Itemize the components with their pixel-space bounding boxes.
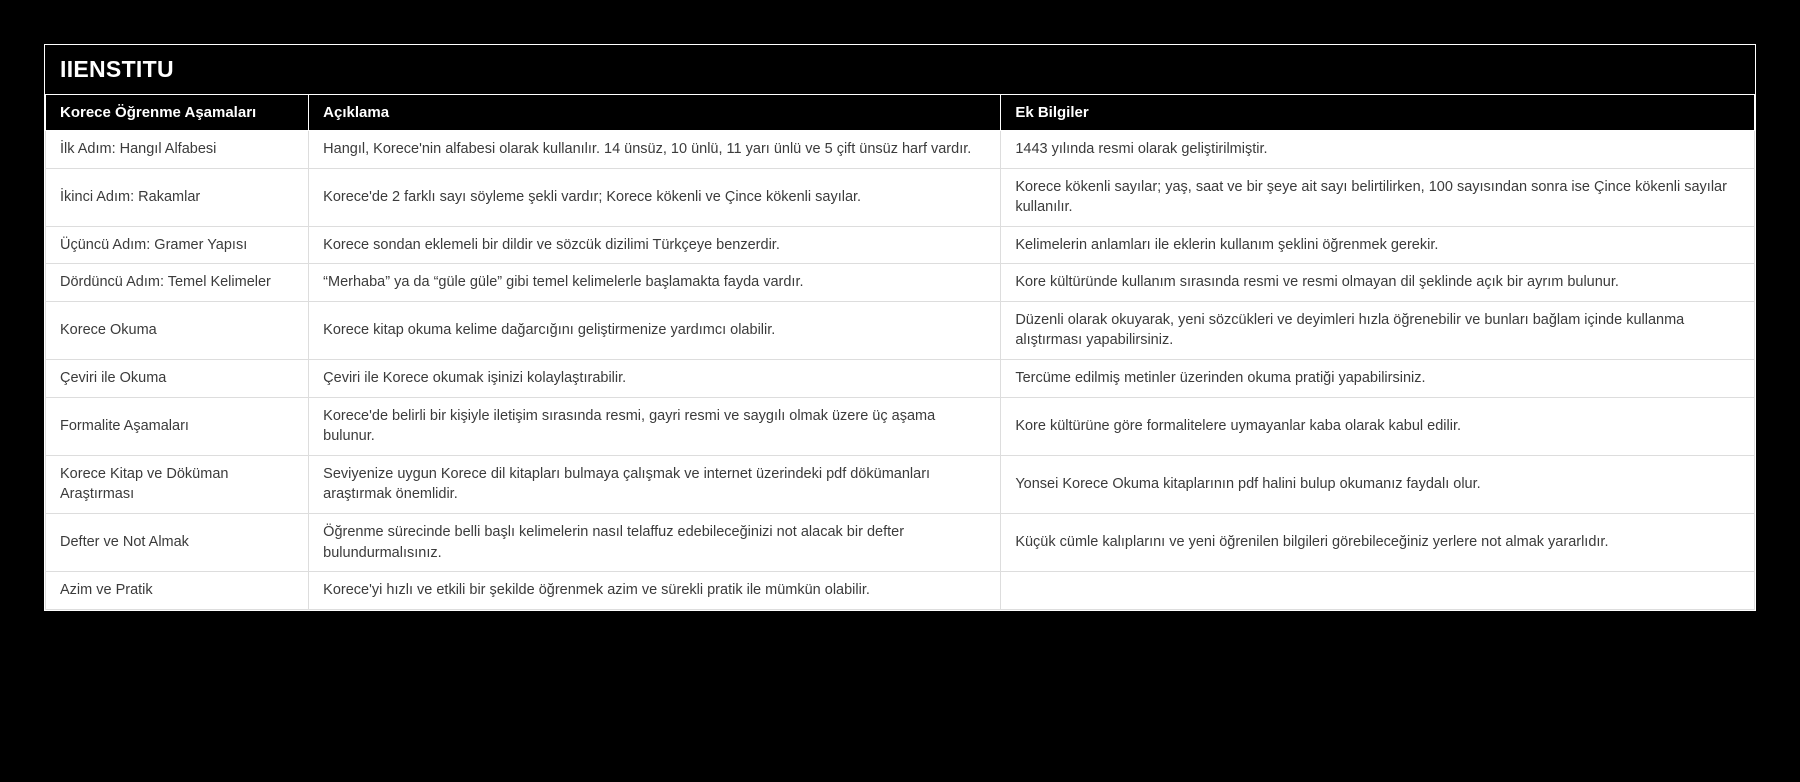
table-header-row (46, 95, 1755, 131)
column-header-extra: Ek Bilgiler (1001, 95, 1755, 131)
cell-description: “Merhaba” ya da “güle güle” gibi temel kelimelerle başlamakta fayda vardır. (309, 264, 1001, 302)
table-row (46, 264, 1755, 302)
cell-description: Korece sondan eklemeli bir dildir ve sözcük dizilimi Türkçeye benzerdir. (309, 226, 1001, 264)
table-body (46, 131, 1755, 610)
page-title: IIENSTITU (60, 56, 174, 82)
table-row (46, 168, 1755, 226)
table-row (46, 226, 1755, 264)
cell-extra: Tercüme edilmiş metinler üzerinden okuma pratiği yapabilirsiniz. (1001, 360, 1755, 398)
column-header-stage: Korece Öğrenme Aşamaları (46, 95, 309, 131)
cell-stage: Defter ve Not Almak (46, 513, 309, 571)
cell-extra: 1443 yılında resmi olarak geliştirilmiştir. (1001, 131, 1755, 169)
cell-stage: Azim ve Pratik (46, 572, 309, 610)
table-row (46, 572, 1755, 610)
cell-description: Hangıl, Korece'nin alfabesi olarak kullanılır. 14 ünsüz, 10 ünlü, 11 yarı ünlü ve 5 çift ünsüz harf vardır. (309, 131, 1001, 169)
cell-stage: Üçüncü Adım: Gramer Yapısı (46, 226, 309, 264)
cell-description: Çeviri ile Korece okumak işinizi kolaylaştırabilir. (309, 360, 1001, 398)
cell-stage: Dördüncü Adım: Temel Kelimeler (46, 264, 309, 302)
korece-learning-table (45, 94, 1755, 610)
table-row (46, 360, 1755, 398)
cell-stage: Formalite Aşamaları (46, 397, 309, 455)
table-row (46, 301, 1755, 359)
cell-extra: Yonsei Korece Okuma kitaplarının pdf halini bulup okumanız faydalı olur. (1001, 455, 1755, 513)
cell-description: Öğrenme sürecinde belli başlı kelimelerin nasıl telaffuz edebileceğinizi not alacak bir defter bulundurmalısınız. (309, 513, 1001, 571)
cell-stage: İlk Adım: Hangıl Alfabesi (46, 131, 309, 169)
table-row (46, 131, 1755, 169)
cell-description: Korece'yi hızlı ve etkili bir şekilde öğrenmek azim ve sürekli pratik ile mümkün olabilir. (309, 572, 1001, 610)
cell-stage: Korece Okuma (46, 301, 309, 359)
cell-stage: Çeviri ile Okuma (46, 360, 309, 398)
cell-extra: Küçük cümle kalıplarını ve yeni öğrenilen bilgileri görebileceğiniz yerlere not almak yararlıdır. (1001, 513, 1755, 571)
cell-extra: Kore kültüründe kullanım sırasında resmi ve resmi olmayan dil şeklinde açık bir ayrım bulunur. (1001, 264, 1755, 302)
cell-extra (1001, 572, 1755, 610)
cell-extra: Korece kökenli sayılar; yaş, saat ve bir şeye ait sayı belirtilirken, 100 sayısından sonra ise Çince kökenli sayılar kullanılır. (1001, 168, 1755, 226)
content-card (44, 44, 1756, 611)
cell-description: Korece kitap okuma kelime dağarcığını geliştirmenize yardımcı olabilir. (309, 301, 1001, 359)
cell-description: Korece'de belirli bir kişiyle iletişim sırasında resmi, gayri resmi ve saygılı olmak üzere üç aşama bulunur. (309, 397, 1001, 455)
cell-extra: Düzenli olarak okuyarak, yeni sözcükleri ve deyimleri hızla öğrenebilir ve bunları bağlam içinde kullanma alıştırması yapabilirsiniz. (1001, 301, 1755, 359)
cell-description: Korece'de 2 farklı sayı söyleme şekli vardır; Korece kökenli ve Çince kökenli sayılar. (309, 168, 1001, 226)
cell-stage: Korece Kitap ve Döküman Araştırması (46, 455, 309, 513)
column-header-description: Açıklama (309, 95, 1001, 131)
cell-stage: İkinci Adım: Rakamlar (46, 168, 309, 226)
cell-description: Seviyenize uygun Korece dil kitapları bulmaya çalışmak ve internet üzerindeki pdf dökümanları araştırmak önemlidir. (309, 455, 1001, 513)
cell-extra: Kelimelerin anlamları ile eklerin kullanım şeklini öğrenmek gerekir. (1001, 226, 1755, 264)
cell-extra: Kore kültürüne göre formalitelere uymayanlar kaba olarak kabul edilir. (1001, 397, 1755, 455)
table-row (46, 513, 1755, 571)
table-row (46, 397, 1755, 455)
table-row (46, 455, 1755, 513)
